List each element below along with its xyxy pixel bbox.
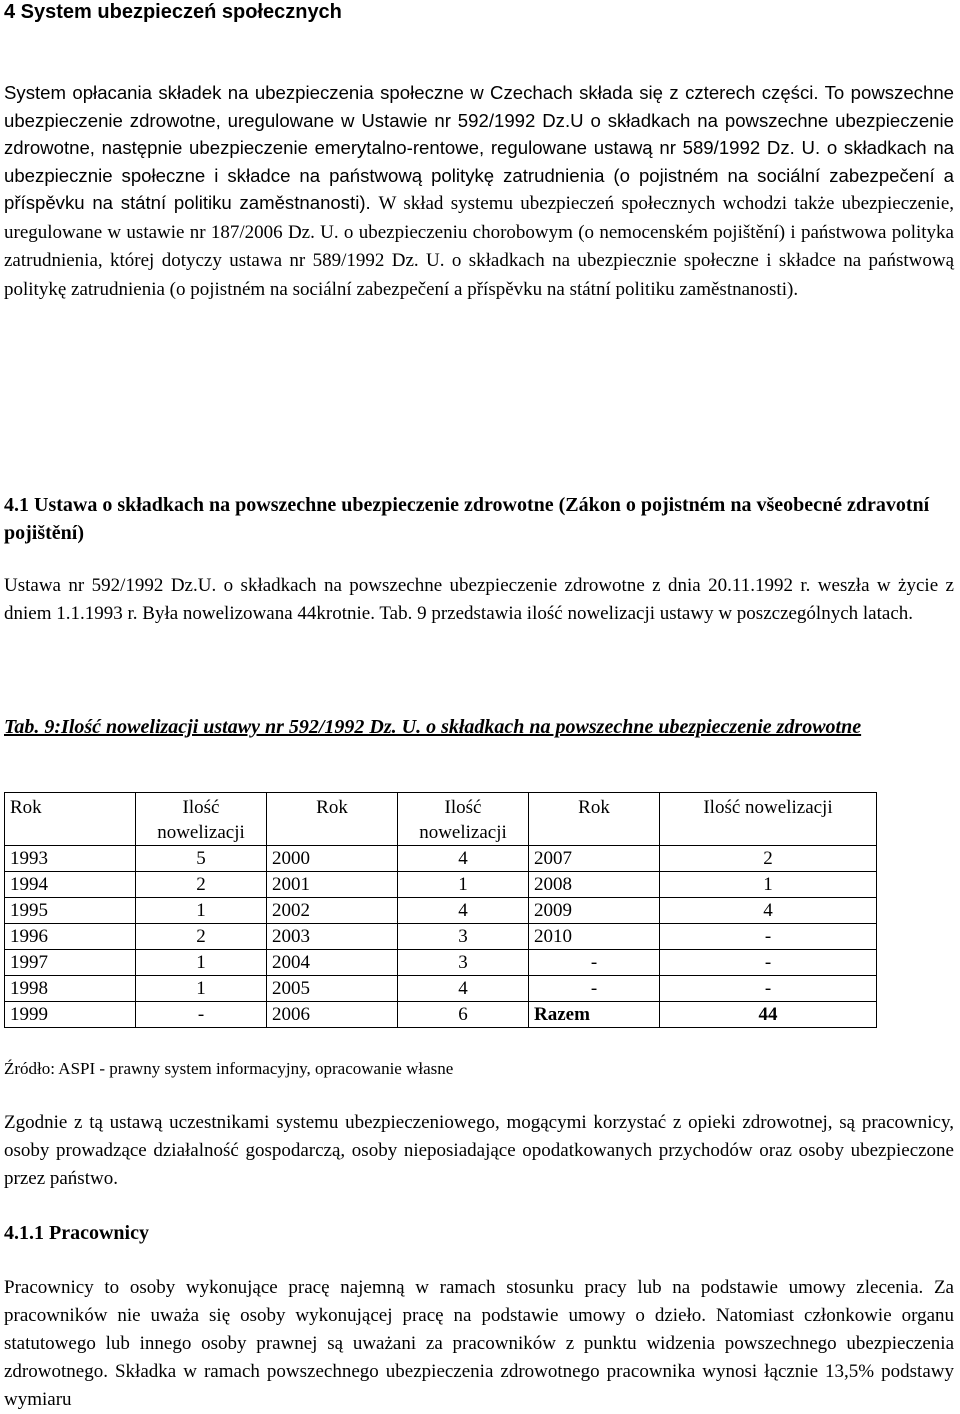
header-year-2: Rok [267, 793, 398, 846]
table-cell: 2 [660, 846, 877, 872]
intro-paragraph-1-text: System opłacania składek na ubezpieczenia społeczne w Czechach składa się z czterech części. To powszechne ubezpieczenie zdrowotne, uregulowane w Ustawie nr 592/1992 Dz.U o składkach na powszechne ubezpieczenie zdrowotne, następnie ubezpieczenie emerytalno-rentowe, regulowane ustawą nr 589/1992 Dz. U. o składkach na ubezpiecznie społeczne i składce na państwową politykę zatrudnienia (o pojistném na sociální zabezpečení a příspěvku na státní politiku zaměstnanosti). [4, 82, 954, 213]
table-row [5, 1002, 877, 1028]
subsection-heading-4-1-1: 4.1.1 Pracownicy [4, 1222, 149, 1244]
header-count-3: Ilość nowelizacji [660, 793, 877, 846]
table-row [5, 872, 877, 898]
table-cell: Razem [529, 1002, 660, 1028]
table-cell: 2006 [267, 1002, 398, 1028]
table-cell: 5 [136, 846, 267, 872]
participants-paragraph: Zgodnie z tą ustawą uczestnikami systemu ubezpieczeniowego, mogącymi korzystać z opieki zdrowotnej, są pracownicy, osoby prowadzące działalność gospodarczą, osoby nieposiadające opodatkowanych przychodów oraz osoby ubezpieczone przez państwo. [4, 1112, 954, 1189]
table-cell: 1999 [5, 1002, 136, 1028]
table-cell: 3 [398, 924, 529, 950]
table-cell: 2007 [529, 846, 660, 872]
table-row [5, 846, 877, 872]
table-cell: 4 [660, 898, 877, 924]
table-cell: 1998 [5, 976, 136, 1002]
table-cell: 1 [398, 872, 529, 898]
subsection-heading-4-1: 4.1 Ustawa o składkach na powszechne ubezpieczenie zdrowotne (Zákon o pojistném na všeobecné zdravotní pojištění) [4, 494, 930, 544]
table-cell: 4 [398, 846, 529, 872]
table-cell: 1 [660, 872, 877, 898]
table-row [5, 950, 877, 976]
table-cell: 6 [398, 1002, 529, 1028]
table-row [5, 898, 877, 924]
table-cell: 2008 [529, 872, 660, 898]
table-cell: 1997 [5, 950, 136, 976]
law-description-paragraph: Ustawa nr 592/1992 Dz.U. o składkach na powszechne ubezpieczenie zdrowotne z dnia 20.11.1992 r. weszła w życie z dniem 1.1.1993 r. Była nowelizowana 44krotnie. Tab. 9 przedstawia ilość nowelizacji ustawy w poszczególnych latach. [4, 575, 954, 624]
table-cell: - [660, 924, 877, 950]
table-cell: 2 [136, 872, 267, 898]
table-cell: 1995 [5, 898, 136, 924]
table-row [5, 924, 877, 950]
header-count-1: Ilość nowelizacji [136, 793, 267, 846]
table-cell: 2 [136, 924, 267, 950]
table-cell: - [529, 950, 660, 976]
table-cell: 2010 [529, 924, 660, 950]
table-cell: 2003 [267, 924, 398, 950]
table-cell: 2000 [267, 846, 398, 872]
table-cell: - [660, 950, 877, 976]
table-cell: 4 [398, 976, 529, 1002]
table-cell: 2001 [267, 872, 398, 898]
table-cell: 1 [136, 976, 267, 1002]
table-cell: 3 [398, 950, 529, 976]
table-row [5, 976, 877, 1002]
table-cell: - [529, 976, 660, 1002]
table-cell: 4 [398, 898, 529, 924]
table-cell: 1993 [5, 846, 136, 872]
table-cell: 2005 [267, 976, 398, 1002]
table-cell: 1 [136, 950, 267, 976]
header-year-1: Rok [5, 793, 136, 846]
table-cell: 2002 [267, 898, 398, 924]
table-caption: Tab. 9:Ilość nowelizacji ustawy nr 592/1992 Dz. U. o składkach na powszechne ubezpieczenie zdrowotne [4, 716, 862, 738]
amendments-table [4, 792, 877, 1028]
header-year-3: Rok [529, 793, 660, 846]
table-cell: 44 [660, 1002, 877, 1028]
table-cell: 2004 [267, 950, 398, 976]
section-heading: 4 System ubezpieczeń społecznych [4, 1, 342, 23]
header-count-2: Ilość nowelizacji [398, 793, 529, 846]
table-source: Źródło: ASPI - prawny system informacyjny, opracowanie własne [4, 1059, 454, 1078]
table-cell: 1 [136, 898, 267, 924]
employees-paragraph: Pracownicy to osoby wykonujące pracę najemną w ramach stosunku pracy lub na podstawie umowy zlecenia. Za pracowników nie uważa się osoby wykonującej pracę na podstawie umowy o dzieło. Natomiast członkowie organu statutowego lub innego osoby prawnej są uważani za pracowników z punktu widzenia powszechnego ubezpieczenia zdrowotnego. Składka w ramach powszechnego ubezpieczenia zdrowotnego pracownika wynosi łącznie 13,5% podstawy wymiaru [4, 1277, 954, 1410]
table-cell: - [660, 976, 877, 1002]
table-cell: 2009 [529, 898, 660, 924]
table-header-row [5, 793, 877, 846]
table-cell: - [136, 1002, 267, 1028]
intro-paragraph-2-text: W skład systemu ubezpieczeń społecznych wchodzi także ubezpieczenie, uregulowane w ustawie nr 187/2006 Dz. U. o ubezpieczeniu chorobowym (o nemocenském pojištění) i państwowa polityka zatrudnienia, której dotyczy ustawa nr 589/1992 Dz. U. o składkach na ubezpiecznie społeczne i składce na państwową politykę zatrudnienia (o pojistném na sociální zabezpečení a příspěvku na státní politiku zaměstnanosti). [4, 193, 955, 300]
table-cell: 1994 [5, 872, 136, 898]
intro-paragraph-1 [4, 79, 954, 303]
table-cell: 1996 [5, 924, 136, 950]
